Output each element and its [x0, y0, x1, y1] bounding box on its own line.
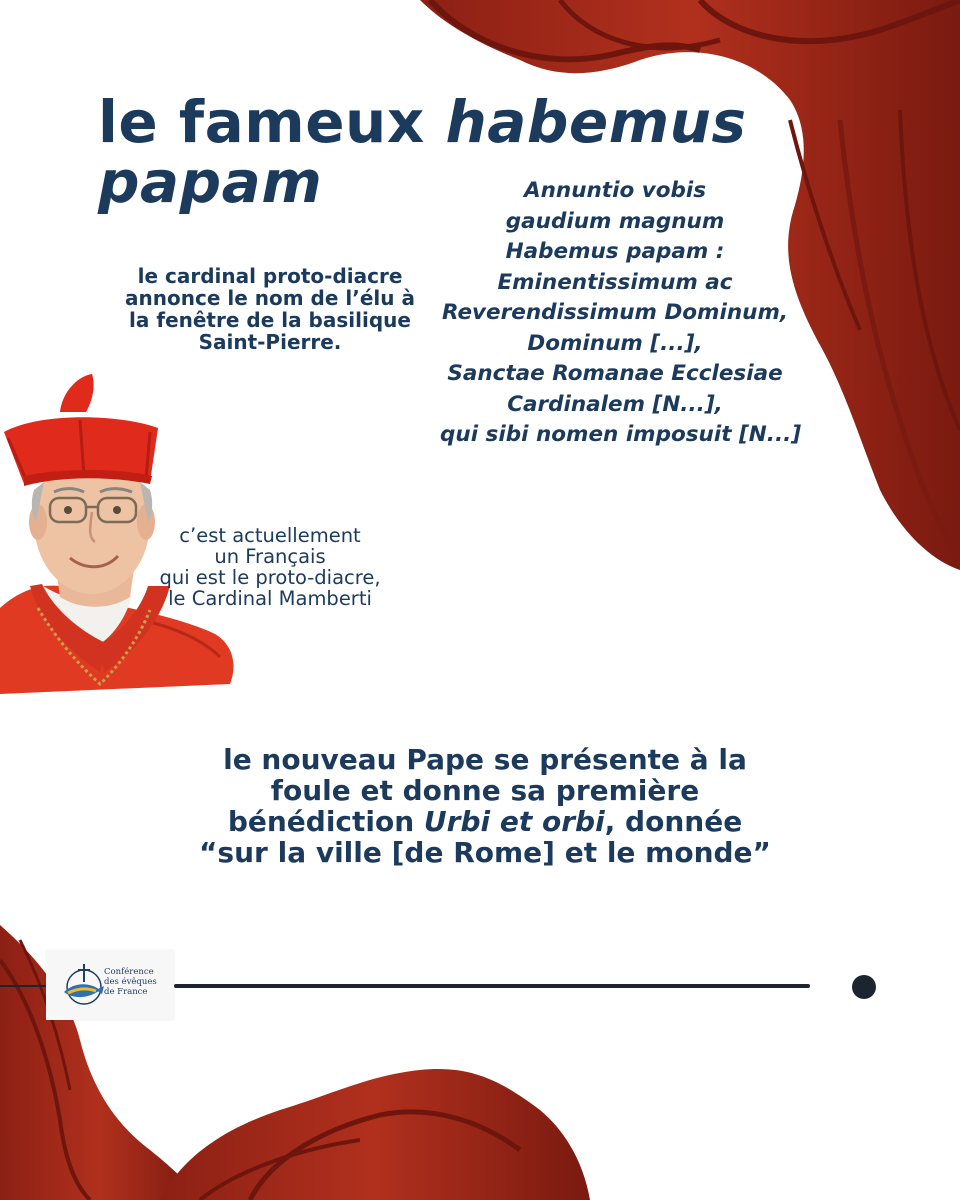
pope-line3-b: , donnée [604, 805, 743, 838]
curtain-bottom-center [160, 1069, 590, 1200]
cef-cross-fish-icon [60, 962, 104, 1008]
pope-line [160, 806, 810, 837]
logo-line: Conférence [104, 967, 154, 977]
mamberti-line: c’est actuellement [179, 524, 361, 547]
proto-deacon-text [100, 265, 440, 353]
cef-logo-text [104, 967, 174, 997]
logo-line: de France [104, 987, 148, 997]
latin-line: Sanctae Romanae Ecclesiae [447, 361, 783, 386]
proto-line: le cardinal proto-diacre [137, 264, 403, 288]
latin-formula [440, 176, 802, 451]
proto-line: annonce le nom de l’élu à [125, 286, 415, 310]
title-part1: le fameux [98, 88, 446, 156]
latin-line: Cardinalem [N...], [507, 391, 723, 417]
new-pope-text [160, 744, 810, 868]
latin-line: Reverendissimum Dominum, [441, 300, 789, 325]
latin-line: Annuntio vobis [523, 178, 707, 203]
title-papam: papam [98, 148, 323, 216]
mamberti-line: le Cardinal Mamberti [168, 587, 372, 610]
mamberti-line: un Français [214, 545, 326, 568]
divider-line [174, 984, 810, 988]
proto-line: la fenêtre de la basilique [129, 308, 411, 332]
pope-line: le nouveau Pape se présente à la [223, 743, 747, 776]
pope-line3-a: bénédiction [227, 805, 424, 838]
pope-line: foule et donne sa première [270, 774, 700, 807]
divider-left [0, 985, 46, 987]
cef-logo [46, 950, 174, 1020]
latin-line: Habemus papam : [505, 239, 725, 264]
mamberti-line: qui est le proto-diacre, [159, 566, 381, 589]
latin-line: gaudium magnum [505, 208, 725, 234]
mamberti-note [130, 525, 410, 609]
divider-dot [852, 975, 876, 999]
latin-line: Eminentissimum ac [497, 269, 733, 295]
title-habemus: habemus [445, 88, 747, 156]
urbi-et-orbi: Urbi et orbi [423, 805, 605, 838]
proto-line: Saint-Pierre. [198, 330, 342, 354]
latin-line: Dominum [...], [527, 330, 703, 356]
logo-line: des évêques [104, 977, 157, 987]
pope-line: “sur la ville [de Rome] et le monde” [199, 836, 771, 869]
latin-line: qui sibi nomen imposuit [N...] [440, 422, 802, 447]
